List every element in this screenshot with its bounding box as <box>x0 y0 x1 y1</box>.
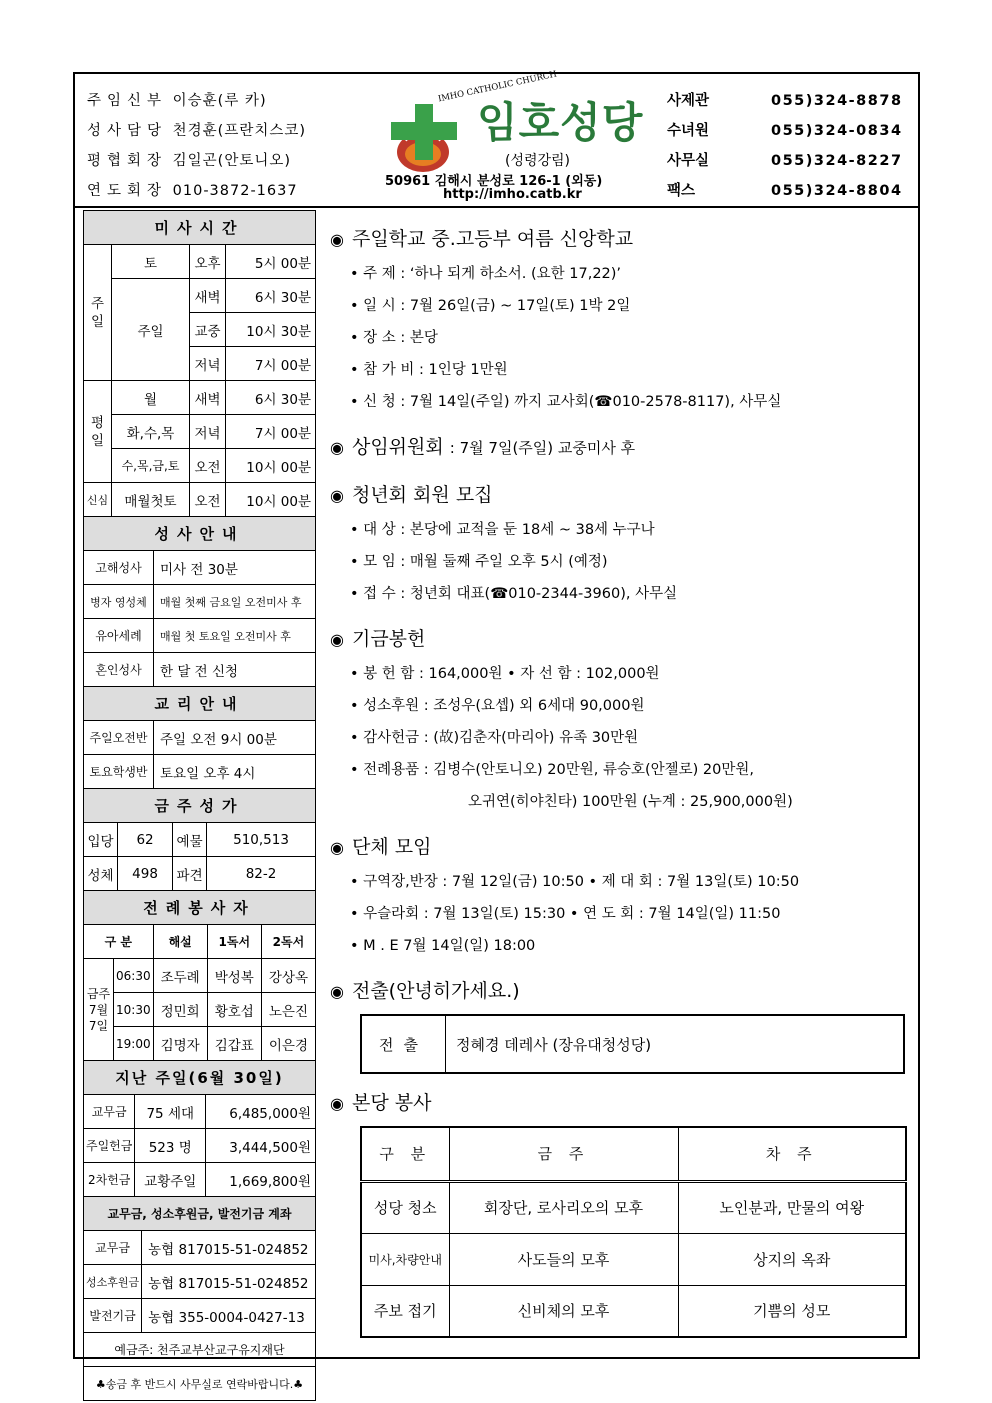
table-cell: 해설 <box>153 925 207 959</box>
table-cell: 신비체의 모후 <box>449 1285 678 1337</box>
text-label: 상임위원회 <box>351 436 444 458</box>
table-cell: 구 분 <box>84 925 154 959</box>
table-cell: 예물 <box>173 823 207 857</box>
table-cell: 월 <box>112 381 190 415</box>
church-url[interactable]: http://imho.catb.kr <box>443 187 582 202</box>
text-label: 기금봉헌 <box>351 628 426 650</box>
table-cell: 농협 817015-51-024852 <box>142 1231 316 1265</box>
section-heading <box>330 220 910 258</box>
text-label: 본당 봉사 <box>351 1092 432 1114</box>
section-heading <box>330 620 910 658</box>
text-label: 사제관 <box>667 93 710 109</box>
list-item: • 신 청 : 7월 14일(주일) 까지 교사회(☎010-2578-8117), 사무실 <box>350 394 782 410</box>
table-cell: 김갑표 <box>207 1027 261 1061</box>
table-cell: 차 주 <box>678 1127 906 1181</box>
table-cell: 입당 <box>84 823 118 857</box>
table-cell: 매월 첫 토요일 오전미사 후 <box>154 619 316 653</box>
table-cell: 금 주 <box>449 1127 678 1181</box>
staff-list <box>87 86 306 206</box>
table-cell: 화,수,목 <box>112 415 190 449</box>
table-cell: 고해성사 <box>84 551 154 585</box>
list-item: • 전례용품 : 김병수(안토니오) 20만원, 류승호(안젤로) 20만원, <box>350 762 754 778</box>
table-cell: 06:30 <box>114 959 154 993</box>
table-cell: 미사 전 30분 <box>154 551 316 585</box>
target-bullet-icon: ◉ <box>330 630 344 649</box>
mass-times-title: 미사시간 <box>84 211 316 245</box>
table-cell: 주보 접기 <box>361 1285 449 1337</box>
table-cell: 성당 청소 <box>361 1181 449 1233</box>
table-cell: 금주성가 <box>84 789 316 823</box>
table-cell: 강상옥 <box>261 959 315 993</box>
list-item: • M . E 7월 14일(일) 18:00 <box>350 938 536 954</box>
table-cell: 평일 <box>84 381 112 483</box>
list-item: • 일 시 : 7월 26일(금) ~ 17일(토) 1박 2일 <box>350 298 631 314</box>
table-cell: 2차헌금 <box>84 1163 135 1197</box>
list-item: • 구역장,반장 : 7월 12일(금) 10:50 • 제 대 회 : 7월 13일(토) 10:50 <box>350 874 800 890</box>
text-label: 김일곤(안토니오) <box>172 153 292 169</box>
table-cell: 조두례 <box>153 959 207 993</box>
church-english-name: IMHO CATHOLIC CHURCH <box>437 69 558 105</box>
table-cell: 10시 00분 <box>226 483 316 517</box>
table-cell: 유아세례 <box>84 619 154 653</box>
target-bullet-icon: ◉ <box>330 438 344 457</box>
section-heading <box>330 972 910 1010</box>
table-cell: 정민희 <box>153 993 207 1027</box>
target-bullet-icon: ◉ <box>330 982 344 1001</box>
list-item: • 참 가 비 : 1인당 1만원 <box>350 362 508 378</box>
list-item: • 모 임 : 매월 둘째 주일 오후 5시 (예정) <box>350 554 608 570</box>
table-cell: 새벽 <box>190 381 226 415</box>
table-cell: 이은경 <box>261 1027 315 1061</box>
table-cell: 노인분과, 만물의 여왕 <box>678 1181 906 1233</box>
text-label: 주임신부 <box>87 93 168 109</box>
table-cell: 미사,차량안내 <box>361 1233 449 1285</box>
table-cell: 오후 <box>190 245 226 279</box>
table-cell: 구 분 <box>361 1127 449 1181</box>
table-cell: 오전 <box>190 449 226 483</box>
table-cell: 주일오전반 <box>84 721 154 755</box>
table-cell: 병자 영성체 <box>84 585 154 619</box>
church-address: 50961 김해시 분성로 126-1 (외동) <box>385 174 603 189</box>
contact-list <box>667 86 903 206</box>
table-cell: 토요학생반 <box>84 755 154 789</box>
table-cell: 1독서 <box>207 925 261 959</box>
table-cell: 62 <box>118 823 173 857</box>
church-patron: (성령강림) <box>505 153 571 169</box>
table-cell: 토요일 오후 4시 <box>154 755 316 789</box>
table-cell: 498 <box>118 857 173 891</box>
table-cell: 상지의 옥좌 <box>678 1233 906 1285</box>
list-item: • 우슬라회 : 7월 13일(토) 15:30 • 연 도 회 : 7월 14일(일) 11:50 <box>350 906 781 922</box>
table-cell: 혼인성사 <box>84 653 154 687</box>
table-cell: 주일 <box>112 279 190 381</box>
text-label: 055)324-8227 <box>771 153 903 169</box>
table-cell: 발전기금 <box>84 1299 142 1333</box>
table-cell: 523 명 <box>135 1129 206 1163</box>
church-name: 임호성당 <box>477 98 644 147</box>
text-label: 성사담당 <box>87 123 168 139</box>
table-cell: 황호섭 <box>207 993 261 1027</box>
list-item: • 접 수 : 청년회 대표(☎010-2344-3960), 사무실 <box>350 586 678 602</box>
target-bullet-icon: ◉ <box>330 1094 344 1113</box>
text-label: 연도회장 <box>87 183 168 199</box>
table-cell: 성소후원금 <box>84 1265 142 1299</box>
text-label: 055)324-0834 <box>771 123 903 139</box>
list-item: • 주 제 : ‘하나 되게 하소서. (요한 17,22)’ <box>350 266 622 282</box>
text-label: 팩스 <box>667 183 696 199</box>
servers-table <box>83 890 316 1061</box>
section-heading <box>330 828 910 866</box>
service-table <box>360 1126 907 1338</box>
table-cell: 3,444,500원 <box>206 1129 316 1163</box>
text-label: 055)324-8804 <box>771 183 903 199</box>
table-cell: 주일헌금 <box>84 1129 135 1163</box>
table-cell: 6시 30분 <box>226 279 316 313</box>
list-item: 오귀연(히야친타) 100만원 (누계 : 25,900,000원) <box>468 794 793 810</box>
table-cell: 교리안내 <box>84 687 316 721</box>
table-cell: 5시 00분 <box>226 245 316 279</box>
list-item: • 감사헌금 : (故)김춘자(마리아) 유족 30만원 <box>350 730 639 746</box>
table-cell: 19:00 <box>114 1027 154 1061</box>
table-cell: 75 세대 <box>135 1095 206 1129</box>
table-cell: 82-2 <box>207 857 316 891</box>
table-cell: 교무금 <box>84 1095 135 1129</box>
table-cell: 파견 <box>173 857 207 891</box>
table-cell: 새벽 <box>190 279 226 313</box>
table-cell: 농협 817015-51-024852 <box>142 1265 316 1299</box>
text-label: 010-3872-1637 <box>172 183 298 199</box>
table-cell: 10시 30분 <box>226 313 316 347</box>
table-cell: ♣송금 후 반드시 사무실로 연락바랍니다.♣ <box>84 1367 316 1401</box>
table-cell: 한 달 전 신청 <box>154 653 316 687</box>
table-cell: 기쁨의 성모 <box>678 1285 906 1337</box>
table-cell: 전례봉사자 <box>84 891 316 925</box>
main-content <box>330 210 910 1338</box>
bulletin-frame <box>73 69 920 1391</box>
staff-row <box>87 146 306 176</box>
table-cell: 회장단, 로사리오의 모후 <box>449 1181 678 1233</box>
table-cell: 7시 00분 <box>226 347 316 381</box>
table-cell: 신심 <box>84 483 112 517</box>
target-bullet-icon: ◉ <box>330 486 344 505</box>
text-label: 이승훈(루 카) <box>172 93 267 109</box>
target-bullet-icon: ◉ <box>330 838 344 857</box>
text-label: 전출(안녕히가세요.) <box>351 980 520 1002</box>
table-cell: 오전 <box>190 483 226 517</box>
table-cell: 교황주일 <box>135 1163 206 1197</box>
table-cell: 10시 00분 <box>226 449 316 483</box>
contact-row <box>667 176 903 206</box>
table-cell: 6,485,000원 <box>206 1095 316 1129</box>
table-cell: 박성복 <box>207 959 261 993</box>
church-logo-icon <box>383 100 473 180</box>
section-heading <box>330 476 910 514</box>
staff-row <box>87 176 306 206</box>
text-label: 평협회장 <box>87 153 168 169</box>
text-label: 청년회 회원 모집 <box>351 484 493 506</box>
table-cell: 7시 00분 <box>226 415 316 449</box>
table-cell: 510,513 <box>207 823 316 857</box>
table-cell: 1,669,800원 <box>206 1163 316 1197</box>
section-heading <box>330 1084 910 1122</box>
table-cell: 금주 7월 7일 <box>84 959 114 1061</box>
list-item: • 대 상 : 본당에 교적을 둔 18세 ~ 38세 누구나 <box>350 522 655 538</box>
list-item: • 성소후원 : 조성우(요셉) 외 6세대 90,000원 <box>350 698 645 714</box>
contact-row <box>667 86 903 116</box>
table-cell: 농협 355-0004-0427-13 <box>142 1299 316 1333</box>
table-cell: 2독서 <box>261 925 315 959</box>
table-cell: 저녁 <box>190 347 226 381</box>
table-cell: 김명자 <box>153 1027 207 1061</box>
contact-row <box>667 116 903 146</box>
target-bullet-icon: ◉ <box>330 230 344 249</box>
text-label: 055)324-8878 <box>771 93 903 109</box>
table-cell: 저녁 <box>190 415 226 449</box>
church-logo-area <box>377 69 663 204</box>
last-week-table <box>83 1060 316 1197</box>
table-cell: 6시 30분 <box>226 381 316 415</box>
table-cell: 토 <box>112 245 190 279</box>
text-label: 수녀원 <box>667 123 710 139</box>
table-cell: 10:30 <box>114 993 154 1027</box>
hymn-table <box>83 788 316 891</box>
text-label: : 7월 7일(주일) 교중미사 후 <box>449 439 636 457</box>
table-cell: 교무금, 성소후원금, 발전기금 계좌 <box>84 1197 316 1231</box>
staff-row <box>87 86 306 116</box>
table-cell: 매월 첫째 금요일 오전미사 후 <box>154 585 316 619</box>
header <box>75 69 918 208</box>
staff-row <box>87 116 306 146</box>
table-cell: 사도들의 모후 <box>449 1233 678 1285</box>
text-label: 주일학교 중.고등부 여름 신앙학교 <box>351 228 634 250</box>
table-cell: 노은진 <box>261 993 315 1027</box>
table-cell: 성사안내 <box>84 517 316 551</box>
table-cell: 교무금 <box>84 1231 142 1265</box>
table-cell: 성체 <box>84 857 118 891</box>
sacrament-table <box>83 516 316 687</box>
table-cell: 수,목,금,토 <box>112 449 190 483</box>
mass-times-table <box>83 210 316 517</box>
text-label: 단체 모임 <box>351 836 432 858</box>
doctrine-table <box>83 686 316 789</box>
table-cell: 매월첫토 <box>112 483 190 517</box>
table-cell: 지난 주일(6월 30일) <box>84 1061 316 1095</box>
table-cell: 교중 <box>190 313 226 347</box>
text-label: 사무실 <box>667 153 710 169</box>
list-item: • 장 소 : 본당 <box>350 330 438 346</box>
accounts-table <box>83 1196 316 1401</box>
text-label: 천경훈(프란치스코) <box>172 123 307 139</box>
list-item: • 봉 헌 함 : 164,000원 • 자 선 함 : 102,000원 <box>350 666 660 682</box>
table-cell: 주일 <box>84 245 112 381</box>
transfer-box: 전출 정혜경 데레사 (장유대청성당) <box>360 1014 905 1074</box>
table-cell: 주일 오전 9시 00분 <box>154 721 316 755</box>
table-cell: 예금주: 천주교부산교구유지재단 <box>84 1333 316 1367</box>
contact-row <box>667 146 903 176</box>
section-heading <box>330 428 910 466</box>
sidebar <box>83 210 316 1401</box>
